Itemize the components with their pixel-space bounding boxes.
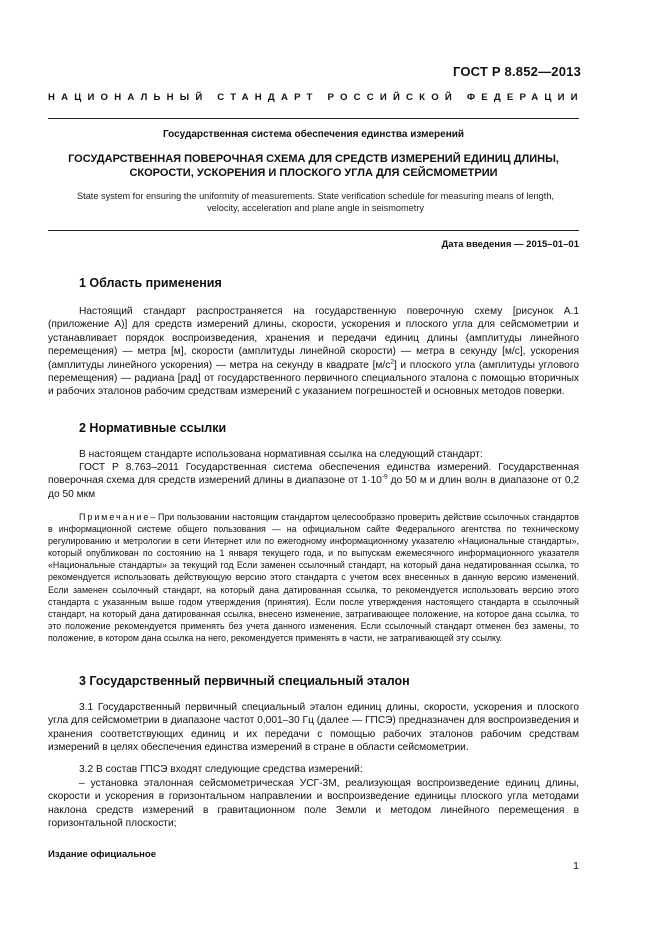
section-3-paragraph-2: 3.2 В состав ГПСЭ входят следующие средства измерений: — [79, 764, 363, 775]
header-divider — [48, 118, 579, 119]
note-label: Примечание — [79, 512, 151, 522]
section-2-reference-text-b: до 50 м и длин волн в диапазоне от 0,2 до 50 мкм — [48, 475, 579, 500]
note-text: – При пользовании настоящим стандартом целесообразно проверить действие ссылочных стандартов в информационной системе общего пользования — на официальном сайте Федерального агентства по техническому регулированию и метрологии в сети Интернет или по ежегодному информационному указателю «Национальные стандарты», который опубликован по состоянию на 1 января текущего года, и по выпускам ежемесячного информационного указателя «Национальные стандарты» за текущий год Если заменен ссылочный стандарт, на который дана недатированная ссылка, то рекомендуется использовать действующую версию этого стандарта с учетом всех внесенных в данную версию изменений. Если заменен ссылочный стандарт, на который дана датированная ссылка, то рекомендуется использовать версию этого стандарта с указанным выше годом утверждения (принятия). Если после утверждения настоящего стандарта в ссылочный стандарт, на который дана датированная ссылка, внесено изменение, затрагивающее положение, на которое дана ссылка, то это положение рекомендуется применять без учета данного изменения. Если ссылочный стандарт отменен без замены, то положение, в котором дана ссылка на него, рекомендуется применять в части, не затрагивающей эту ссылку. — [48, 512, 579, 643]
english-title-line-1: State system for ensuring the uniformity of measurements. State verification schedule for measuring means of length, — [77, 191, 554, 201]
section-3-paragraph-3: – установка эталонная сейсмометрическая УСГ-3М, реализующая воспроизведение единиц длины, скорости и ускорения в горизонтальном направлении и воспроизведение единицы плоского угла методами наклона средств измерений в гравитационном поле Земли и методом линейного перемещения в горизонтальной плоскости; — [48, 778, 579, 830]
section-2-superscript: -9 — [381, 474, 388, 482]
document-title — [48, 152, 579, 180]
english-title-line-2: velocity, acceleration and plane angle in seismometry — [207, 203, 424, 213]
document-title-line-1: ГОСУДАРСТВЕННАЯ ПОВЕРОЧНАЯ СХЕМА ДЛЯ СРЕДСТВ ИЗМЕРЕНИЙ ЕДИНИЦ ДЛИНЫ, — [68, 153, 559, 165]
section-2-reference — [48, 461, 579, 501]
system-title: Государственная система обеспечения единства измерений — [162, 129, 465, 140]
section-2-note — [48, 511, 579, 644]
english-title — [52, 190, 579, 214]
section-2-paragraph-1: В настоящем стандарте использована нормативная ссылка на следующий стандарт: — [79, 449, 483, 460]
section-2-heading: 2 Нормативные ссылки — [79, 421, 227, 435]
national-standard-banner: НАЦИОНАЛЬНЫЙ СТАНДАРТ РОССИЙСКОЙ ФЕДЕРАЦИИ — [48, 92, 584, 103]
edition-label: Издание официальное — [48, 849, 156, 860]
title-divider — [48, 230, 579, 231]
document-title-line-2: СКОРОСТИ, УСКОРЕНИЯ И ПЛОСКОГО УГЛА ДЛЯ СЕЙСМОМЕТРИИ — [129, 167, 498, 179]
section-1-text-a: Настоящий стандарт распространяется на государственную поверочную схему [рисунок А.1 (приложение А)] для средств измерений длины, скорости, ускорения и плоского угла для сейсмометрии и устанавливает порядок воспроизведения, хранения и передачи единиц длины (амплитуды линейного перемещения) — метра [м], скорости (амплитуды линейной скорости) — метра в секунду [м/с], ускорения (амплитуды линейного ускорения) — метра на секунду в квадрате [м/с — [48, 306, 579, 371]
section-1-superscript: 2 — [390, 358, 394, 366]
standard-code: ГОСТ Р 8.852—2013 — [452, 64, 581, 79]
section-1-heading: 1 Область применения — [79, 276, 222, 290]
section-1-paragraph — [48, 305, 579, 399]
page-number: 1 — [573, 860, 579, 872]
section-2-reference-text-a: ГОСТ Р 8.763–2011 Государственная система обеспечения единства измерений. Государственная поверочная схема для средств измерений длины в диапазоне от 1·10 — [48, 462, 579, 487]
section-1-text-b: ] и плоского угла (амплитуды углового перемещения) — радиана [рад] от государственного первичного специального эталона с помощью вторичных и рабочих эталонов рабочим средствам измерений с указанием погрешностей и основных методов поверки. — [48, 359, 579, 398]
introduction-date: Дата введения — 2015–01–01 — [441, 239, 579, 250]
section-3-paragraph-1: 3.1 Государственный первичный специальный эталон единиц длины, скорости, ускорения и плоского угла для сейсмометрии в диапазоне частот 0,001–30 Гц (далее — ГПСЭ) предназначен для воспроизведения и хранения соответствующих единиц и их передачи с помощью рабочих эталонов рабочим средствам измерений в целях обеспечения единства измерений в стране в области сейсмометрии. — [48, 702, 579, 754]
section-3-heading: 3 Государственный первичный специальный эталон — [79, 674, 410, 688]
